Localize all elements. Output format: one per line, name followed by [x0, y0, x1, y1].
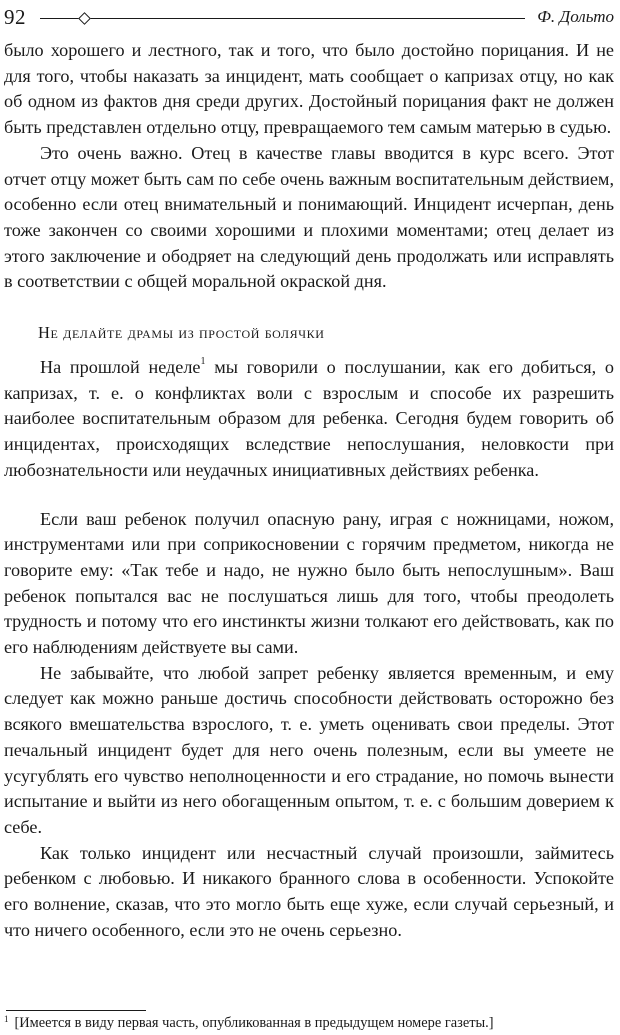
- paragraph: было хорошего и лестного, так и того, что было достойно порицания. И не для того, чтобы наказать за инцидент, мать сообщает о капризах отцу, но как об одном из фактов дня среди других. Достойный порицания факт не должен быть представлен отдельно отцу, превращаемого тем самым матерью в судью.: [4, 40, 614, 138]
- page-body: [4, 38, 614, 944]
- paragraph: Как только инцидент или несчастный случай произошли, займитесь ребенком с любовью. И никакого бранного слова в особенности. Успокойте его волнение, сказав, что это могло быть еще хуже, если случай серьезный, и что ничего особенного, если это не очень серьезно.: [4, 842, 614, 940]
- paragraph: Не забывайте, что любой запрет ребенку является временным, и ему следует как можно раньше достичь способности действовать осторожно без всякого вмешательства взрослого, т. е. уметь оценивать свои пределы. Этот печальный инцидент будет для него очень полезным, если вы умеете не усугублять его чувство неполноценности и его страдание, но помочь вынести испытание и выйти из него обогащенным опытом, т. е. с большим доверием к себе.: [4, 662, 614, 837]
- footnote-text: [Имеется в виду первая часть, опубликованная в предыдущем номере газеты.]: [14, 1015, 494, 1031]
- section-heading: Не делайте драмы из простой болячки: [38, 323, 325, 343]
- diamond-ornament-icon: [78, 12, 91, 25]
- header-rule: [40, 4, 525, 30]
- page-header: [4, 4, 614, 30]
- footnote-mark: 1: [4, 1014, 9, 1024]
- paragraph-start: На прошлой неделе: [40, 357, 201, 378]
- paragraph-rest: мы говорили о послушании, как его добиться, о капризах, т. е. о конфликтах воли с взрослым и способе их разрешить наиболее воспитательным образом для ребенка. Сегодня будем говорить об инцидентах, происходящих вследствие непослушания, неловкости при любознательности или неудачных инициативных действиях ребенка.: [4, 357, 614, 480]
- page-number: 92: [4, 5, 26, 29]
- running-head: Ф. Дольто: [537, 7, 614, 26]
- paragraph: Это очень важно. Отец в качестве главы вводится в курс всего. Этот отчет отцу может быть сам по себе очень важным воспитательным действием, особенно если отец внимательный и понимающий. Инцидент исчерпан, день тоже закончен со своими хорошими и плохими моментами; отец делает из этого заключение и ободряет на следующий день продолжать или исправлять в соответствии с общей моральной окраской дня.: [4, 142, 614, 292]
- footnote-divider: [6, 1010, 146, 1011]
- footnote-reference[interactable]: 1: [200, 355, 206, 367]
- paragraph: Если ваш ребенок получил опасную рану, играя с ножницами, ножом, инструментами или при соприкосновении с горячим предметом, никогда не говорите ему: «Так тебе и надо, не нужно было быть непослушным». Ваш ребенок попытался вас не послушаться лишь для того, чтобы преодолеть трудность и потому что его инстинкты жизни толкают его действовать, как по его наблюдениям действуете вы сами.: [4, 508, 614, 658]
- paragraph: [4, 355, 614, 484]
- footnote: [4, 1014, 614, 1033]
